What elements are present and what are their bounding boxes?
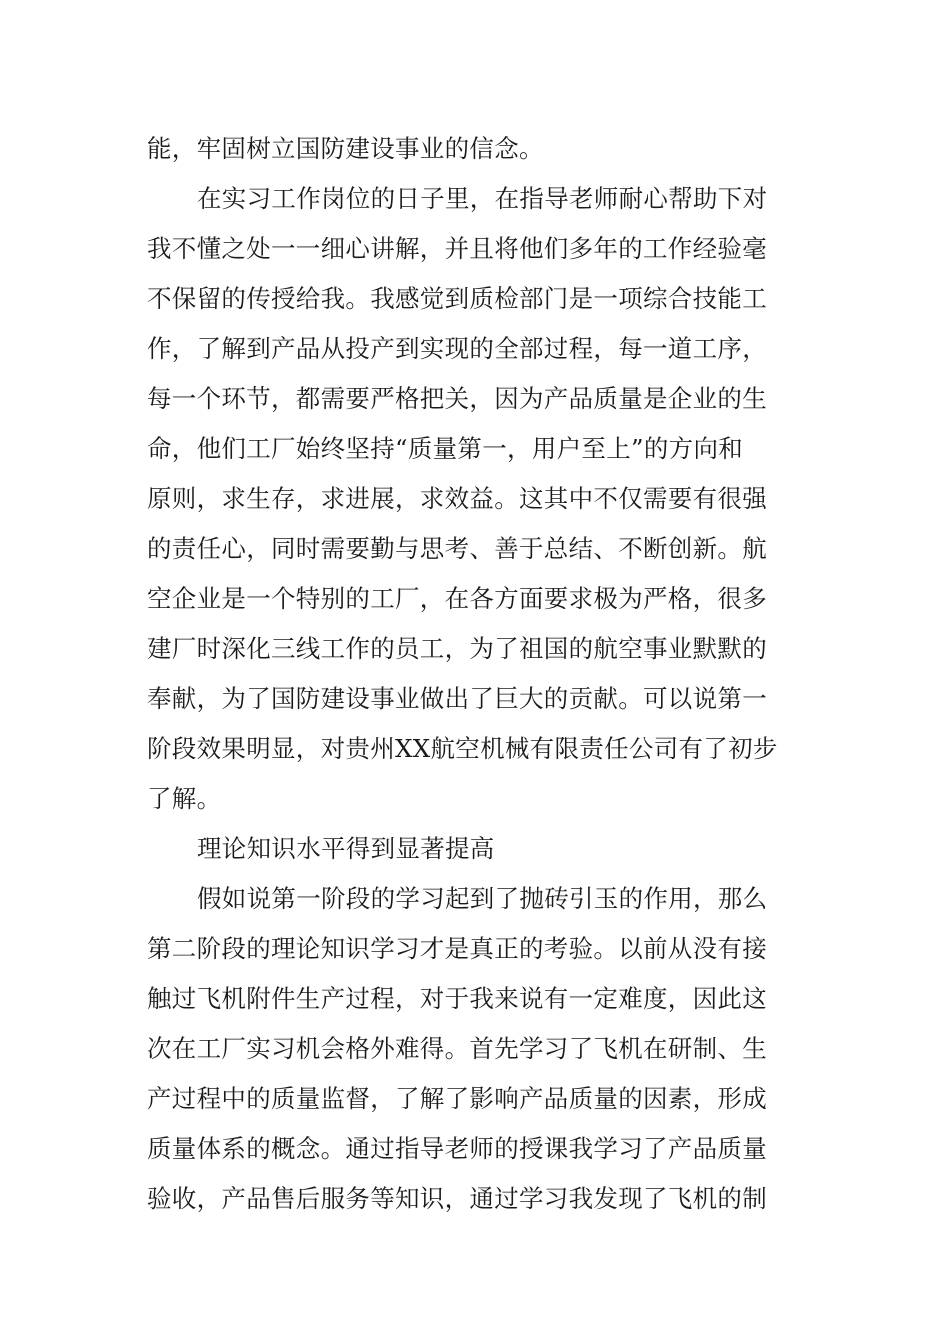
paragraph-line: 了解。 [147, 784, 222, 813]
paragraph-line: 假如说第一阶段的学习起到了抛砖引玉的作用，那么 [197, 884, 768, 913]
paragraph-line: 作，了解到产品从投产到实现的全部过程，每一道工序， [147, 334, 767, 363]
paragraph-line: 产过程中的质量监督，了解了影响产品质量的因素，形成 [147, 1084, 767, 1113]
paragraph-line: 在实习工作岗位的日子里，在指导老师耐心帮助下对 [197, 184, 768, 213]
paragraph-line: 奉献，为了国防建设事业做出了巨大的贡献。可以说第一 [147, 684, 767, 713]
paragraph-line: 原则，求生存，求进展，求效益。这其中不仅需要有很强 [147, 484, 767, 513]
paragraph-line: 第二阶段的理论知识学习才是真正的考验。以前从没有接 [147, 934, 767, 963]
paragraph-line: 空企业是一个特别的工厂，在各方面要求极为严格，很多 [147, 584, 767, 613]
paragraph-line: 我不懂之处一一细心讲解，并且将他们多年的工作经验毫 [147, 234, 767, 263]
paragraph-line: 验收，产品售后服务等知识，通过学习我发现了飞机的制 [147, 1184, 767, 1213]
paragraph-line: 建厂时深化三线工作的员工，为了祖国的航空事业默默的 [147, 634, 767, 663]
paragraph-line: 每一个环节，都需要严格把关，因为产品质量是企业的生 [147, 384, 767, 413]
paragraph-line: 不保留的传授给我。我感觉到质检部门是一项综合技能工 [147, 284, 767, 313]
paragraph-line: 次在工厂实习机会格外难得。首先学习了飞机在研制、生 [147, 1034, 767, 1063]
paragraph-line: 质量体系的概念。通过指导老师的授课我学习了产品质量 [147, 1134, 767, 1163]
paragraph-line: 命，他们工厂始终坚持“质量第一，用户至上”的方向和 [147, 434, 744, 463]
paragraph-line: 触过飞机附件生产过程，对于我来说有一定难度，因此这 [147, 984, 767, 1013]
paragraph-line: 能，牢固树立国防建设事业的信念。 [147, 134, 544, 163]
paragraph-line: 的责任心，同时需要勤与思考、善于总结、不断创新。航 [147, 534, 767, 563]
paragraph-line: 阶段效果明显，对贵州XX航空机械有限责任公司有了初步 [147, 734, 778, 763]
section-heading: 理论知识水平得到显著提高 [197, 834, 495, 863]
